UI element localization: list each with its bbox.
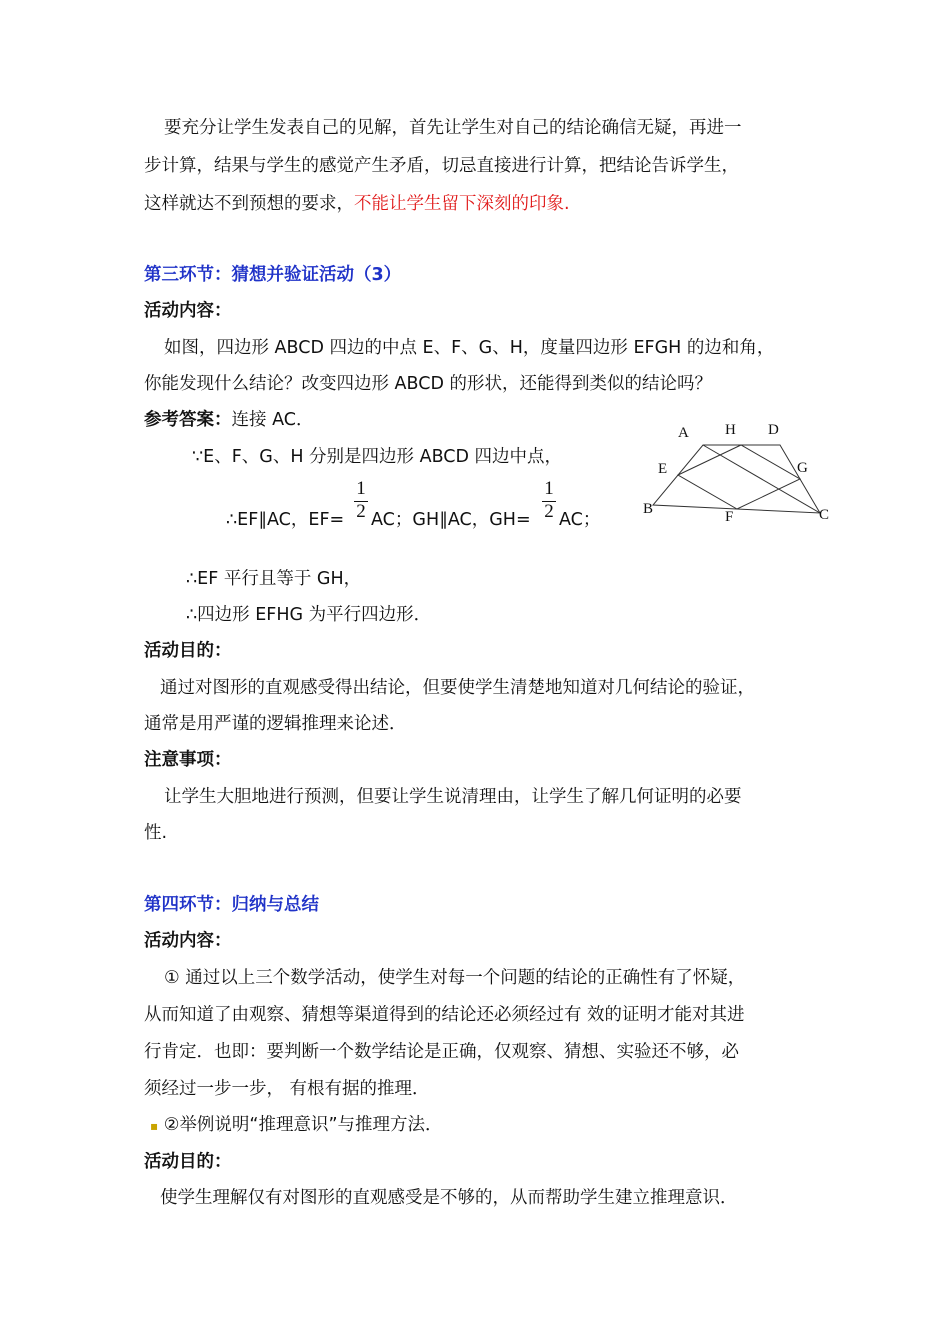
label-h: H [725, 422, 736, 438]
label-f: F [725, 509, 734, 525]
proof-line2-part3: AC； [559, 510, 601, 530]
label-d: D [768, 422, 779, 438]
section3-goal-line2: 通常是用严谨的逻辑推理来论述． [144, 714, 407, 734]
section4-item2-text: ②举例说明“推理意识”与推理方法． [163, 1115, 443, 1135]
section3-content-line1: 如图，四边形 ABCD 四边的中点 E、F、G、H，度量四边形 EFGH 的边和角， [164, 338, 775, 358]
quadrilateral-figure [630, 412, 840, 532]
fraction-one-half-1 [353, 478, 369, 528]
section4-item1-line1: ① 通过以上三个数学活动，使学生对每一个问题的结论的正确性有了怀疑， [164, 968, 746, 988]
proof-line1: ∵E、F、G、H 分别是四边形 ABCD 四边中点， [192, 447, 563, 467]
proof-line3: ∴EF 平行且等于 GH， [186, 569, 362, 589]
section3-note-line2: 性. [144, 823, 168, 843]
section3-goal-label: 活动目的： [144, 641, 232, 661]
section4-item2 [150, 1113, 443, 1138]
section3-content-line2: 你能发现什么结论？改变四边形 ABCD 的形状，还能得到类似的结论吗？ [144, 374, 712, 394]
proof-line2-part1: ∴EF∥AC，EF= [226, 510, 345, 530]
section3-answer [144, 408, 313, 432]
proof-line2-part2: AC；GH∥AC，GH= [371, 510, 531, 530]
section3-content-label: 活动内容： [144, 301, 232, 321]
quadrilateral-abcd [653, 445, 820, 513]
proof-line4: ∴四边形 EFHG 为平行四边形． [186, 605, 432, 625]
section4-item1-line4: 须经过一步一步， 有根有据的推理． [144, 1079, 430, 1099]
label-b: B [643, 501, 654, 517]
section4-goal-line1: 使学生理解仅有对图形的直观感受是不够的，从而帮助学生建立推理意识． [160, 1188, 738, 1208]
para1-line3 [144, 192, 570, 216]
para1-line1: 要充分让学生发表自己的见解，首先让学生对自己的结论确信无疑，再进一 [164, 118, 742, 138]
label-e: E [658, 461, 668, 477]
section4-content-label: 活动内容： [144, 931, 232, 951]
fraction-numerator: 1 [356, 478, 366, 499]
section3-title: 第三环节：猜想并验证活动（3） [144, 265, 402, 285]
section3-note-label: 注意事项： [144, 750, 232, 770]
fraction-denominator: 2 [356, 501, 366, 522]
section4-goal-label: 活动目的： [144, 1152, 232, 1172]
fraction-numerator: 1 [544, 478, 554, 499]
para1-line3-text: 这样就达不到预想的要求， [144, 194, 354, 214]
quadrilateral-ehgf [678, 445, 800, 509]
fraction-one-half-2 [541, 478, 557, 528]
diagonal-ac [703, 445, 820, 513]
section3-note-line1: 让学生大胆地进行预测，但要让学生说清理由，让学生了解几何证明的必要 [164, 787, 742, 807]
para1-line2: 步计算，结果与学生的感觉产生矛盾，切忌直接进行计算，把结论告诉学生， [144, 156, 739, 176]
section4-item1-line2: 从而知道了由观察、猜想等渠道得到的结论还必须经过有 效的证明才能对其进 [144, 1005, 745, 1025]
section4-item1-line3: 行肯定．也即：要判断一个数学结论是正确，仅观察、猜想、实验还不够，必 [144, 1042, 739, 1062]
label-g: G [797, 460, 808, 476]
label-a: A [678, 425, 689, 441]
paragraph-marker-icon: ▪ [150, 1119, 159, 1133]
section3-goal-line1: 通过对图形的直观感受得出结论，但要使学生清楚地知道对几何结论的验证， [160, 678, 755, 698]
fraction-denominator: 2 [544, 501, 554, 522]
answer-text: 连接 AC． [231, 410, 314, 430]
answer-label: 参考答案： [144, 410, 232, 430]
section4-title: 第四环节：归纳与总结 [144, 895, 319, 915]
label-c: C [819, 507, 830, 523]
para1-emphasis: 不能让学生留下深刻的印象. [354, 194, 570, 214]
